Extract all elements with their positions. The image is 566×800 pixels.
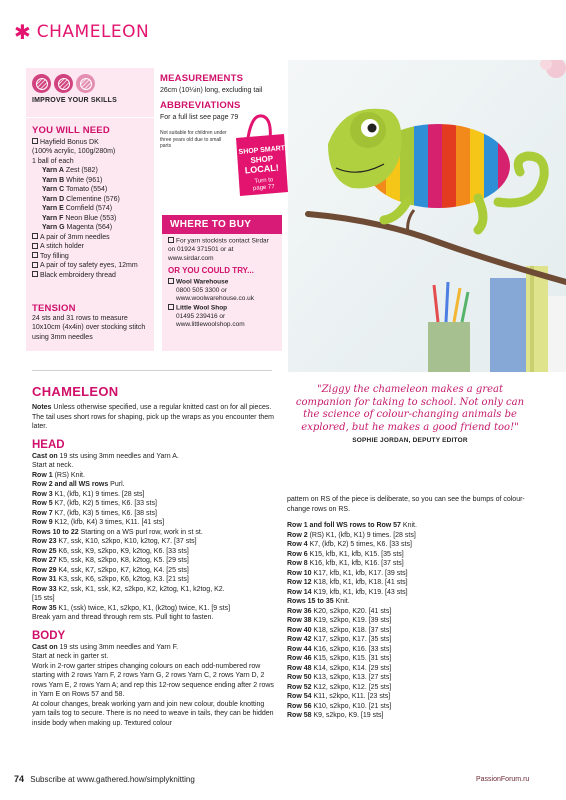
checkbox-icon xyxy=(168,278,174,284)
yarn-item: Yarn D Clementine (576) xyxy=(42,195,120,203)
notes-text: Notes Unless otherwise specified, use a regular knitted cast on for all pieces. The tail uses short rows for shaping, pick up the wraps as you encounter them later. xyxy=(32,404,275,430)
pattern-row: Row 44 K16, s2kpo, K16. [33 sts] xyxy=(287,645,392,653)
measurements-title: MEASUREMENTS xyxy=(160,73,244,84)
pattern-row: Row 56 K10, s2kpo, K10. [21 sts] xyxy=(287,702,392,710)
pattern-row: Row 3 K1, (kfb, K1) 9 times. [28 sts] xyxy=(32,490,145,498)
pattern-row: Row 27 K5, ssk, K8, s2kpo, K8, k2tog, K5. [29 sts] xyxy=(32,557,189,564)
yarn-item: Yarn B White (961) xyxy=(42,176,103,184)
pattern-row: Cast on 19 sts using 3mm needles and Yarn A. xyxy=(32,452,179,460)
page-title: CHAMELEON xyxy=(36,22,150,42)
pattern-row: Row 29 K4, ssk, K7, s2kpo, K7, k2tog, K4. [25 sts] xyxy=(32,566,189,574)
shop-local-bag-icon xyxy=(230,112,290,198)
pattern-row: Row 9 K12, (kfb, K4) 3 times, K11. [41 sts] xyxy=(32,519,165,526)
pattern-row: [15 sts] xyxy=(32,595,55,602)
list-item: A pair of 3mm needles xyxy=(32,233,152,243)
shop2-web[interactable]: www.littlewoolshop.com xyxy=(176,321,245,328)
pattern-row: Row 7 K7, (kfb, K3) 5 times, K6. [38 sts] xyxy=(32,509,157,517)
list-item: 1 ball of each xyxy=(32,157,74,165)
measurements-text: 26cm (10¼in) long, excluding tail xyxy=(160,86,263,94)
pattern-row: Row 35 K1, (ssk) twice, K1, s2kpo, K1, (k2tog) twice, K1. [9 sts] xyxy=(32,604,231,612)
list-item: (100% acrylic, 100g/280m) xyxy=(32,148,116,155)
tension-title: TENSION xyxy=(32,303,76,314)
pattern-row: Row 2 and all WS rows Purl. xyxy=(32,481,125,488)
quote-text: "Ziggy the chameleon makes a great companion for taking to school. Not only can the science of colour-changing animals be explored, but he makes a good friend too!" xyxy=(295,384,525,433)
pattern-row: Rows 10 to 22 Starting on a WS purl row, work in st st. xyxy=(32,528,203,536)
pattern-row: Row 38 K19, s2kpo, K19. [39 sts] xyxy=(287,617,392,624)
pattern-row: Row 33 K2, ssk, K1, ssk, K2, s2kpo, K2, k2tog, K1, k2tog, K2. xyxy=(32,585,225,593)
checkbox-icon xyxy=(32,262,38,268)
checkbox-icon xyxy=(32,233,38,239)
yarn-item: Yarn C Tomato (554) xyxy=(42,186,108,193)
body-continued-text: pattern on RS of the piece is deliberate, so you can see the bumps of colour-change rows on RS. xyxy=(287,496,525,513)
pattern-row: Row 54 K11, s2kpo, K11. [23 sts] xyxy=(287,693,391,700)
watermark-credit: PassionForum.ru xyxy=(476,776,530,783)
shop2-name: Little Wool Shop xyxy=(168,304,276,313)
page-header xyxy=(14,22,149,42)
pattern-row: Break yarn and thread through rem sts. Pull tight to fasten. xyxy=(32,614,214,621)
pattern-row: Row 10 K17, kfb, K1, kfb, K17. [39 sts] xyxy=(287,569,408,577)
body-title: BODY xyxy=(32,629,66,642)
shop2-phone: 01495 239416 or xyxy=(176,312,226,320)
you-will-need xyxy=(32,126,152,280)
pattern-row: Row 50 K13, s2kpo, K13. [27 sts] xyxy=(287,674,392,681)
abbreviations-title: ABBREVIATIONS xyxy=(160,100,241,111)
pattern-row: Cast on 19 sts using 3mm needles and Yarn F. xyxy=(32,643,179,651)
subscribe-text[interactable]: Subscribe at www.gathered.how/simplyknitting xyxy=(30,775,195,784)
pattern-row: Row 6 K15, kfb, K1, kfb, K15. [35 sts] xyxy=(287,550,404,558)
abbreviations-text: For a full list see page 79 xyxy=(160,113,239,121)
tension-block xyxy=(32,304,152,342)
quote-author: SOPHIE JORDAN, DEPUTY EDITOR xyxy=(352,437,468,444)
pattern-title: CHAMELEON xyxy=(32,384,119,399)
shop1-phone: 0800 505 3300 or xyxy=(176,286,227,294)
list-item: Hayfield Bonus DK xyxy=(32,138,152,148)
skills-block xyxy=(32,74,152,104)
yarn-item: Yarn F Neon Blue (553) xyxy=(42,214,117,222)
you-will-need-title: YOU WILL NEED xyxy=(32,125,110,136)
pattern-row: Row 40 K18, s2kpo, K18. [37 sts] xyxy=(287,626,392,634)
stockists-text: For yarn stockists contact Sirdar on 01924 371501 or at www.sirdar.com xyxy=(168,237,269,262)
bag-line-1: SHOP SMART xyxy=(238,144,286,157)
pattern-row: Row 8 K16, kfb, K1, kfb, K16. [37 sts] xyxy=(287,560,404,567)
pattern-row: Row 1 (RS) Knit. xyxy=(32,471,85,479)
could-try-title: OR YOU COULD TRY... xyxy=(168,266,254,275)
pattern-row: Row 4 K7, (kfb, K2) 5 times, K6. [33 sts] xyxy=(287,541,412,548)
shop1-name: Wool Warehouse xyxy=(168,278,276,287)
pattern-row: Row 2 (RS) K1, (kfb, K1) 9 times. [28 sts] xyxy=(287,531,416,539)
yarn-ball-icon xyxy=(54,74,73,93)
pattern-row: Row 1 and foll WS rows to Row 57 Knit. xyxy=(287,522,417,529)
pattern-row: Start at neck. xyxy=(32,462,74,469)
checkbox-icon xyxy=(32,271,38,277)
body-rows-continued xyxy=(287,521,537,721)
pattern-row: Work in 2-row garter stripes changing colours on each odd-numbered row starting with 2 rows Yarn F, 2 rows Yarn G, 2 rows Yarn C, 2 rows Yarn D, 2 rows Yarn E, 2 rows Yarn A; and rep this 12-row sequence ending after 2 rows in Yarn E on Rows 57 and 58. xyxy=(32,662,274,698)
asterisk-icon: ✱ xyxy=(14,20,31,44)
pattern-row: Row 5 K7, (kfb, K2) 5 times, K6. [33 sts] xyxy=(32,500,157,507)
yarn-ball-icon xyxy=(32,74,51,93)
pattern-column-1 xyxy=(32,384,276,728)
page-number: 74 xyxy=(14,774,25,784)
shop1-web[interactable]: www.woolwarehouse.co.uk xyxy=(176,295,255,302)
pattern-row: Row 52 K12, s2kpo, K12. [25 sts] xyxy=(287,683,392,691)
pattern-row: Row 46 K15, s2kpo, K15. [31 sts] xyxy=(287,655,392,662)
pattern-row: Row 48 K14, s2kpo, K14. [29 sts] xyxy=(287,664,392,672)
pattern-row: Row 23 K7, ssk, K10, s2kpo, K10, k2tog, K7. [37 sts] xyxy=(32,538,197,545)
yarn-item: Yarn A Zest (582) xyxy=(42,167,98,174)
where-to-buy-title: WHERE TO BUY xyxy=(162,215,282,234)
pattern-row: Rows 15 to 35 Knit. xyxy=(287,598,350,605)
where-to-buy-panel xyxy=(162,215,282,351)
page-footer xyxy=(14,774,195,784)
skills-label: IMPROVE YOUR SKILLS xyxy=(32,97,117,104)
pattern-row: Row 25 K6, ssk, K9, s2kpo, K9, k2tog, K6. [33 sts] xyxy=(32,547,189,555)
skill-level-icons xyxy=(32,74,152,93)
pattern-row: Row 14 K19, kfb, K1, kfb, K19. [43 sts] xyxy=(287,588,408,596)
checkbox-icon xyxy=(32,138,38,144)
head-title: HEAD xyxy=(32,438,65,451)
pattern-row: At colour changes, break working yarn and join new colour, double knotting yarn tails tog to secure. There is no need to weave in tails, they can be hidden inside body when making up. Textured colour xyxy=(32,700,274,727)
bag-line-5: page 77 xyxy=(252,184,275,192)
bag-line-4: Turn to xyxy=(254,177,274,185)
yarn-item: Yarn G Magenta (564) xyxy=(42,224,113,231)
pattern-row: Row 31 K3, ssk, K6, s2kpo, K6, k2tog, K3. [21 sts] xyxy=(32,576,189,583)
list-item: Black embroidery thread xyxy=(32,271,152,281)
checkbox-icon xyxy=(168,304,174,310)
list-item: A pair of toy safety eyes, 12mm xyxy=(32,261,152,271)
head-rows xyxy=(32,452,276,623)
tension-text: 24 sts and 31 rows to measure 10x10cm (4x4in) over stocking stitch using 3mm needles xyxy=(32,314,146,341)
pattern-row: Row 36 K20, s2kpo, K20. [41 sts] xyxy=(287,607,392,615)
safety-note: Not suitable for children under three years old due to small parts xyxy=(160,130,227,149)
pattern-row: Row 42 K17, s2kpo, K17. [35 sts] xyxy=(287,636,392,643)
pattern-row: Row 12 K18, kfb, K1, kfb, K18. [41 sts] xyxy=(287,579,408,586)
pull-quote xyxy=(290,384,530,444)
section-divider xyxy=(32,370,272,371)
checkbox-icon xyxy=(32,252,38,258)
list-item: Toy filling xyxy=(32,252,152,262)
panel-divider xyxy=(26,117,154,118)
pattern-row: Start at neck in garter st. xyxy=(32,653,109,660)
yarn-item: Yarn E Cornfield (574) xyxy=(42,205,113,212)
checkbox-icon xyxy=(168,237,174,243)
checkbox-icon xyxy=(32,243,38,249)
bag-line-3: LOCAL! xyxy=(244,162,280,176)
body-rows xyxy=(32,643,276,729)
bag-line-2: SHOP xyxy=(250,154,274,165)
pattern-column-2 xyxy=(287,495,537,721)
yarn-ball-icon xyxy=(76,74,95,93)
pattern-row: Row 58 K9, s2kpo, K9. [19 sts] xyxy=(287,712,384,719)
where-to-buy-body xyxy=(162,234,282,333)
list-item: A stitch holder xyxy=(32,242,152,252)
chameleon-photo xyxy=(288,60,566,372)
